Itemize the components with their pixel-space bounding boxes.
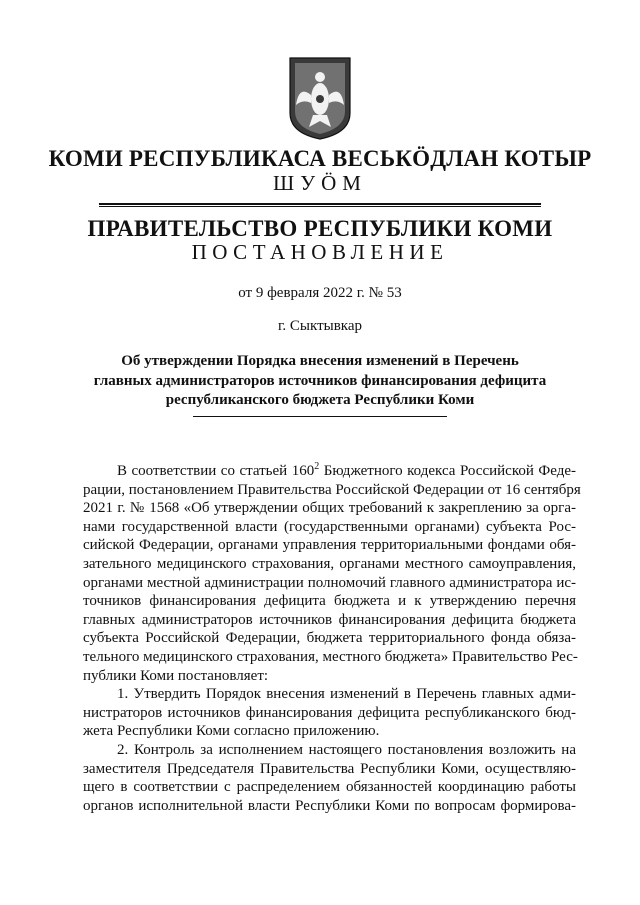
paragraph-line: тельного медицинского страхования, местного бюджета» Правительство Рес- (83, 648, 578, 665)
list-item-line: нистраторов источников финансирования дефицита республиканского бюд- (83, 704, 576, 721)
paragraph-line: рации, постановлением Правительства Российской Федерации от 16 сентября (83, 481, 581, 498)
list-item-line: органов исполнительной власти Республики Коми по вопросам формирова- (83, 797, 576, 814)
list-item-line: щего в соответствии с распределением обязанностей координацию работы (83, 779, 576, 796)
paragraph-line: органами местной администрации полномочий главного администратора ис- (83, 574, 576, 591)
paragraph-line: нами государственной власти (государственными органами) субъекта Рос- (83, 518, 576, 535)
superscript: 2 (314, 461, 320, 472)
document-type: ПОСТАНОВЛЕНИЕ (191, 240, 449, 264)
paragraph-line: главных администраторов источников финансирования дефицита бюджета (83, 611, 576, 628)
paragraph-line: публики Коми постановляет: (83, 667, 269, 684)
header-divider (99, 203, 541, 207)
government-title: ПРАВИТЕЛЬСТВО РЕСПУБЛИКИ КОМИ (87, 216, 553, 241)
paragraph-line: точников финансирования дефицита бюджета и к утверждению перечня (83, 593, 576, 610)
subject-divider (193, 416, 447, 417)
paragraph-line: В соответствии со статьей $160^2$ Бюджетного кодекса Российской Феде- (117, 461, 576, 479)
document-place: г. Сыктывкар (277, 318, 363, 334)
komi-document-type: ШУӦМ (273, 171, 367, 195)
coat-of-arms-icon (287, 55, 353, 141)
list-item-line: 2. Контроль за исполнением настоящего постановления возложить на (117, 741, 576, 758)
paragraph-line: сийской Федерации, органами управления территориальными фондами обя- (83, 537, 576, 554)
document-date-number: от 9 февраля 2022 г. № 53 (238, 285, 402, 301)
paragraph-line: 2021 г. № 1568 «Об утверждении общих требований к закреплению за орга- (83, 500, 576, 517)
komi-government-title: КОМИ РЕСПУБЛИКАСА ВЕСЬКӦДЛАН КОТЫР (48, 146, 592, 171)
subject-line: республиканского бюджета Республики Коми (165, 392, 475, 408)
paragraph-line: зательного медицинского страхования, органами местного самоуправления, (83, 555, 576, 572)
document-subject (80, 352, 560, 411)
list-item-line: жета Республики Коми согласно приложению. (83, 723, 380, 740)
list-item-line: 1. Утвердить Порядок внесения изменений в Перечень главных адми- (117, 686, 576, 703)
document-body (83, 461, 581, 815)
subject-line: главных администраторов источников финансирования дефицита (93, 372, 547, 389)
list-item-line: заместителя Председателя Правительства Республики Коми, осуществляю- (83, 760, 576, 777)
paragraph-line: субъекта Российской Федерации, бюджета территориального фонда обяза- (83, 630, 576, 647)
subject-line: Об утверждении Порядка внесения изменений в Перечень (121, 353, 519, 369)
